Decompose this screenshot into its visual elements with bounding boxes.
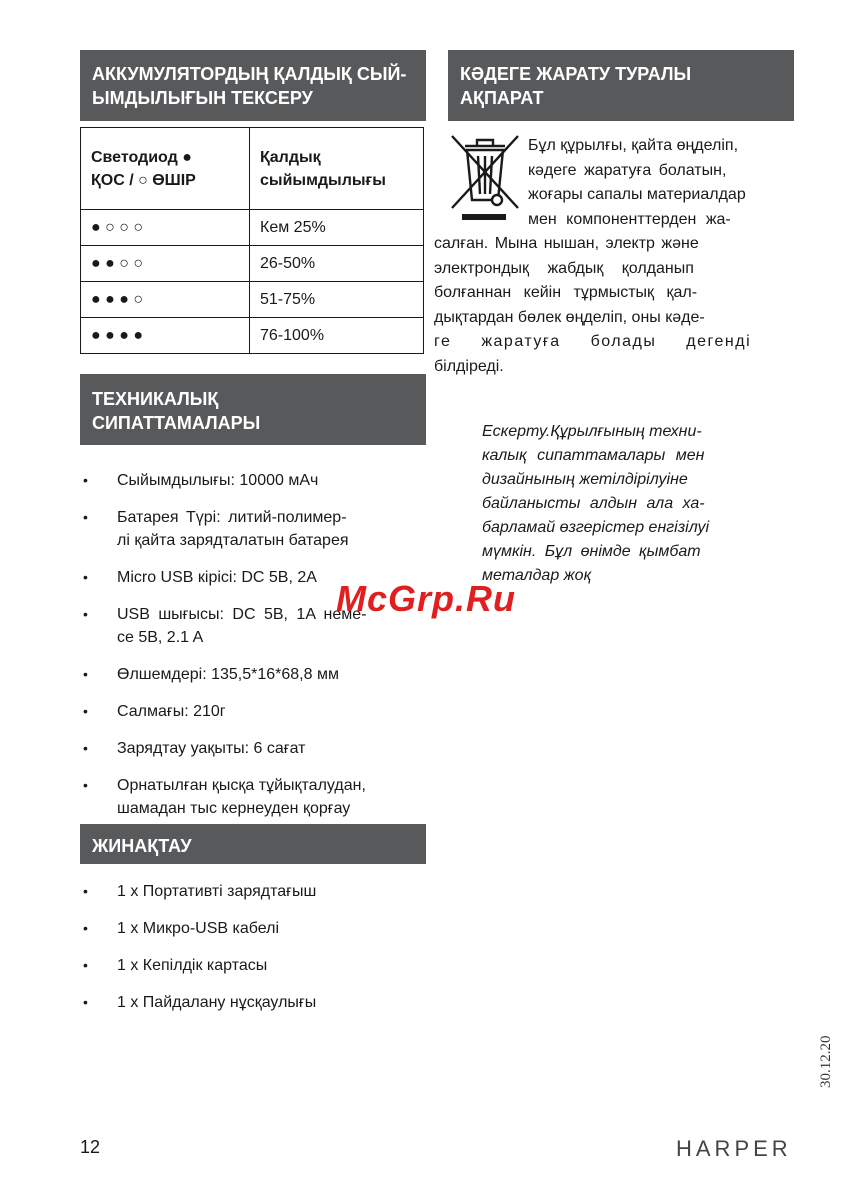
specs-header: [80, 374, 426, 445]
spec-line: USB шығысы: DC 5B, 1A неме-: [117, 606, 367, 623]
list-item: [80, 700, 426, 723]
disposal-line: жоғары сапалы материалдар: [528, 186, 746, 203]
bullet: •: [83, 606, 88, 622]
list-item: [80, 663, 426, 686]
watermark: McGrp.Ru: [336, 578, 517, 619]
spec-line: Өлшемдері: 135,5*16*68,8 мм: [117, 666, 339, 683]
specs-title-line2: СИПАТТАМАЛАРЫ: [92, 413, 261, 433]
bullet: •: [83, 703, 88, 719]
list-item: [80, 506, 426, 552]
print-date: 30.12.20: [818, 1035, 834, 1088]
disposal-title-line1: КӘДЕГЕ ЖАРАТУ ТУРАЛЫ: [460, 64, 692, 84]
specs-title-line1: ТЕХНИКАЛЫҚ: [92, 389, 219, 409]
led-indicator: ● ○ ○ ○: [81, 210, 250, 246]
spec-line: Батарея Түрі: литий-полимер-: [117, 509, 347, 526]
bullet: •: [83, 509, 88, 525]
led-indicator: ● ● ○ ○: [81, 246, 250, 282]
disposal-line: салған. Мына нышан, электр және: [434, 235, 699, 252]
spec-line: се 5B, 2.1 A: [117, 629, 204, 646]
spec-line: Орнатылған қысқа тұйықталудан,: [117, 777, 366, 794]
note-line: Ескерту.Құрылғының техни-: [482, 423, 702, 440]
bullet: •: [83, 666, 88, 682]
bullet: •: [83, 569, 88, 585]
list-item: [80, 991, 426, 1014]
note-line: дизайнының жетілдірілуіне: [482, 471, 688, 488]
table-header-row: [81, 128, 424, 210]
capacity-value: 51-75%: [250, 282, 424, 318]
package-line: 1 x Кепілдік картасы: [117, 957, 268, 974]
note-line: металдар жоқ: [482, 567, 592, 584]
battery-check-title-line2: ЫМДЫЛЫҒЫН ТЕКСЕРУ: [92, 88, 313, 108]
specs-list: [80, 469, 426, 820]
led-indicator: ● ● ● ○: [81, 282, 250, 318]
battery-check-title-line1: АККУМУЛЯТОРДЫҢ ҚАЛДЫҚ СЫЙ-: [92, 64, 407, 84]
note-line: мүмкін. Бұл өнімде қымбат: [482, 543, 701, 560]
table-row: [81, 318, 424, 354]
brand-logo: HARPER: [676, 1136, 792, 1161]
spec-line: Micro USB кірісі: DC 5B, 2A: [117, 569, 317, 586]
disposal-line: дықтардан бөлек өңделіп, оны кәде-: [434, 308, 705, 326]
bullet: •: [83, 957, 88, 973]
list-item: [80, 774, 426, 820]
list-item: [80, 737, 426, 760]
package-list: [80, 880, 426, 1014]
table-header-capacity-line1: Қалдық: [260, 148, 321, 166]
spec-line: Салмағы: 210г: [117, 703, 226, 720]
list-item: [80, 880, 426, 903]
bullet: •: [83, 883, 88, 899]
capacity-value: Кем 25%: [250, 210, 424, 246]
bullet: •: [83, 920, 88, 936]
bullet: •: [83, 994, 88, 1010]
warning-note: [482, 420, 760, 588]
bullet: •: [83, 777, 88, 793]
capacity-value: 26-50%: [250, 246, 424, 282]
disposal-text-wrapped: [528, 134, 794, 232]
table-header-capacity: [250, 128, 424, 210]
table-header-led-line2: ҚОС / ○ ӨШІР: [91, 171, 196, 189]
list-item: [80, 917, 426, 940]
led-indicator: ● ● ● ●: [81, 318, 250, 354]
table-header-led-line1: Светодиод ●: [91, 148, 192, 166]
disposal-line: Бұл құрылғы, қайта өңделіп,: [528, 137, 739, 154]
table-header-capacity-line2: сыйымдылығы: [260, 171, 386, 189]
disposal-line: ге жаратуға болады дегенді: [434, 333, 752, 350]
package-title: ЖИНАҚТАУ: [92, 836, 192, 856]
disposal-line: электрондық жабдық қолданып: [434, 259, 694, 277]
note-line: байланысты алдын ала ха-: [482, 495, 705, 512]
disposal-title-line2: АҚПАРАТ: [460, 88, 544, 108]
spec-line: лі қайта зарядталатын батарея: [117, 532, 349, 549]
disposal-line: кәдеге жаратуға болатын,: [528, 161, 727, 179]
disposal-text-full: [434, 232, 794, 379]
bullet: •: [83, 740, 88, 756]
table-row: [81, 246, 424, 282]
table-header-led: [81, 128, 250, 210]
table-row: [81, 210, 424, 246]
disposal-line: болғаннан кейін тұрмыстық қал-: [434, 284, 698, 301]
bullet: •: [83, 472, 88, 488]
list-item: [80, 469, 426, 492]
battery-check-header: [80, 50, 426, 121]
spec-line: Зарядтау уақыты: 6 сағат: [117, 740, 306, 757]
disposal-line: білдіреді.: [434, 357, 504, 375]
page-number: 12: [80, 1137, 101, 1157]
disposal-header: [448, 50, 794, 121]
capacity-value: 76-100%: [250, 318, 424, 354]
note-line: калық сипаттамалары мен: [482, 447, 705, 464]
package-line: 1 x Микро-USB кабелі: [117, 920, 280, 937]
package-line: 1 x Пайдалану нұсқаулығы: [117, 994, 317, 1011]
list-item: [80, 954, 426, 977]
disposal-line: мен компоненттерден жа-: [528, 210, 731, 228]
package-line: 1 x Портативті зарядтағыш: [117, 883, 317, 900]
spec-line: шамадан тыс кернеуден қорғау: [117, 800, 351, 817]
table-row: [81, 282, 424, 318]
spec-line: Сыйымдылығы: 10000 мАч: [117, 472, 319, 489]
note-line: барламай өзгерістер енгізілуі: [482, 519, 710, 536]
crossed-out-wheelie-bin-icon: [446, 130, 524, 222]
battery-level-table: [80, 127, 424, 354]
package-header: [80, 824, 426, 864]
